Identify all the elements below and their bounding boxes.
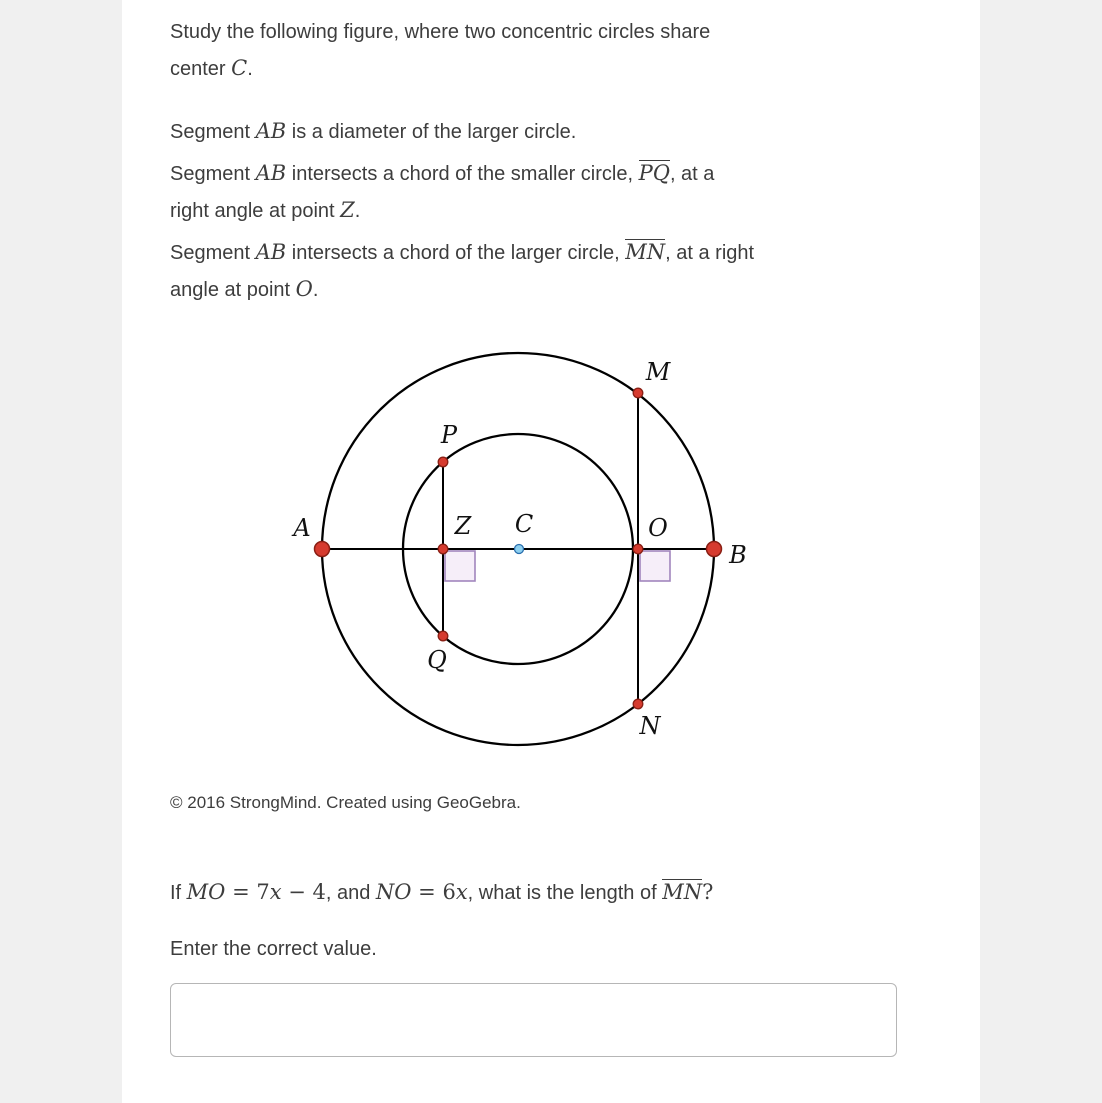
q-text: , and [325,882,376,904]
point-n-dot [633,699,643,709]
label-c: C [514,510,534,538]
stmt-text: angle at point [170,279,296,301]
intro-period: . [247,58,253,80]
right-angle-marker-o [640,551,670,581]
point-o-dot [633,544,643,554]
math-overline-mn: MN [625,240,666,264]
label-m: M [645,358,671,386]
geometry-figure [288,344,768,759]
math-var-ab: AB [255,119,287,143]
stmt-text: intersects a chord of the smaller circle, [286,163,639,185]
label-z: Z [454,512,472,540]
math-var-z: Z [340,198,355,222]
stmt-text: intersects a chord of the larger circle, [286,242,626,264]
answer-input[interactable] [170,983,897,1057]
figure-caption: © 2016 StrongMind. Created using GeoGebra. [170,793,521,812]
q-text: If [170,882,187,904]
math-var-c: C [231,56,248,80]
q-math-x: x [269,880,282,904]
concentric-circles-diagram [288,344,768,759]
answer-prompt: Enter the correct value. [170,938,377,960]
stmt-text: Segment [170,163,256,185]
stmt-text: . [312,279,319,301]
q-math-no: NO [375,880,412,904]
math-overline-pq: PQ [638,161,670,185]
statement-chord-pq [170,155,905,229]
point-z-dot [438,544,448,554]
stmt-text: is a diameter of the larger circle. [286,121,577,143]
q-math-mo: MO [186,880,226,904]
center-c-dot [515,545,524,554]
label-n: N [639,712,661,740]
statement-ab-diameter [170,113,905,150]
q-math-minus4: − 4 [281,880,326,904]
statement-chord-mn [170,234,905,308]
q-math-x: x [455,880,468,904]
intro-line2-text: center [170,58,232,80]
point-b-dot [707,542,722,557]
stmt-text: , at a right [665,242,755,264]
point-p-dot [438,457,448,467]
label-p: P [440,421,458,449]
q-text: , what is the length of [467,882,663,904]
point-m-dot [633,388,643,398]
question-card [122,0,980,1103]
point-a-dot [315,542,330,557]
label-b: B [729,541,747,569]
q-math-overline-mn: MN [662,880,703,904]
stmt-text: Segment [170,121,256,143]
label-q: Q [427,646,447,674]
q-math-eq: = 7 [225,880,270,904]
label-a: A [293,514,311,542]
question-text [170,875,905,910]
label-o: O [648,514,668,542]
q-question-mark: ? [702,880,714,904]
intro-paragraph [170,14,905,87]
math-var-o: O [295,277,313,301]
stmt-text: Segment [170,242,256,264]
stmt-text: , at a [669,163,715,185]
math-var-ab: AB [255,240,287,264]
stmt-text: right angle at point [170,200,341,222]
intro-line1: Study the following figure, where two concentric circles share [170,21,711,43]
stmt-text: . [354,200,361,222]
q-math-eq: = 6 [411,880,456,904]
right-angle-marker-z [445,551,475,581]
math-var-ab: AB [255,161,287,185]
point-q-dot [438,631,448,641]
